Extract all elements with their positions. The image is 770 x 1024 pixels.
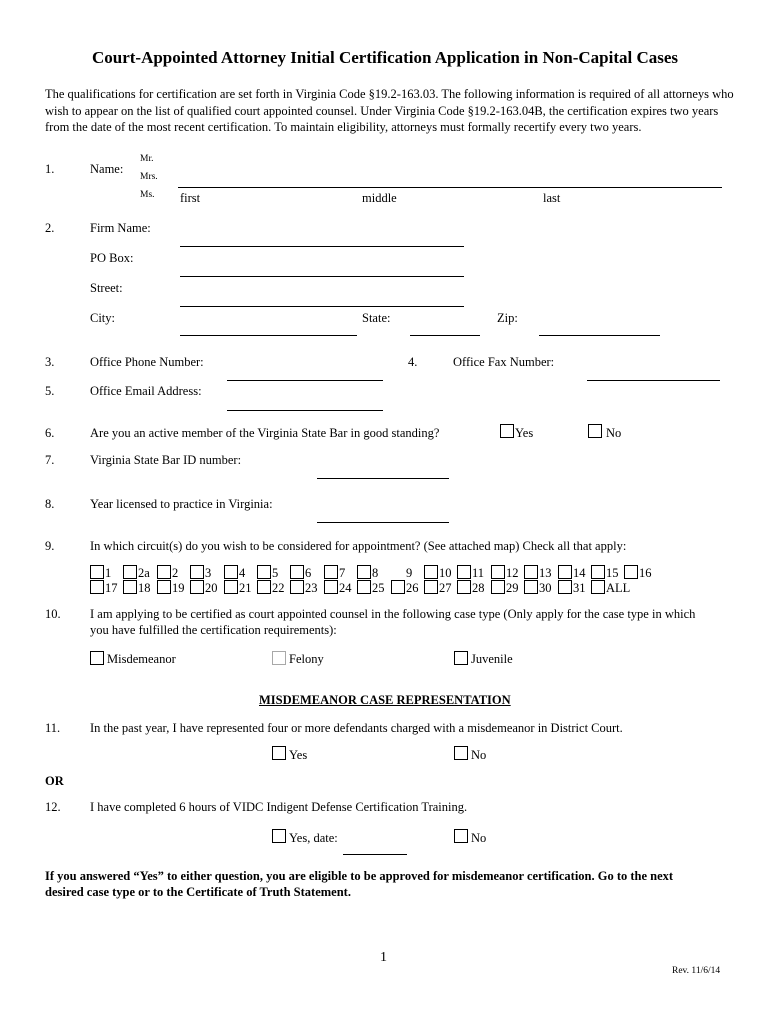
circuit-12-label: 12 xyxy=(506,566,519,580)
circuit-9-checkbox[interactable] xyxy=(391,565,405,579)
street-label: Street: xyxy=(90,281,123,295)
q1-number: 1. xyxy=(45,162,55,176)
circuit-21-label: 21 xyxy=(239,581,252,595)
last-name-caption: last xyxy=(543,191,561,205)
honorific-mrs[interactable]: Mrs. xyxy=(140,172,158,182)
circuit-4-label: 4 xyxy=(239,566,246,580)
po-box-label: PO Box: xyxy=(90,251,134,265)
circuit-26-label: 26 xyxy=(406,581,419,595)
felony-label: Felony xyxy=(289,652,324,666)
intro-paragraph: The qualifications for certification are set forth in Virginia Code §19.2-163.03. The following information is required of all attorneys who wish to appear on the list of qualified court appointed counsel. Under Virginia Code §19.2-163.04B, the certification expires two years from the date of the most recent certification. To maintain eligibility, attorneys must formally recertify every two years. xyxy=(45,87,734,134)
circuit-8-label: 8 xyxy=(372,566,379,580)
circuit-3-label: 3 xyxy=(205,566,212,580)
training-date-input[interactable] xyxy=(343,854,407,855)
circuit-1-label: 1 xyxy=(105,566,112,580)
circuit-21-checkbox[interactable] xyxy=(224,580,238,594)
or-label: OR xyxy=(45,774,64,788)
page-title: Court-Appointed Attorney Initial Certification Application in Non-Capital Cases xyxy=(91,48,679,67)
circuit-5-checkbox[interactable] xyxy=(257,565,271,579)
office-fax-input[interactable] xyxy=(587,380,720,381)
circuit-16-checkbox[interactable] xyxy=(624,565,638,579)
circuit-16-label: 16 xyxy=(639,566,652,580)
q11-yes-checkbox[interactable] xyxy=(272,746,286,760)
circuit-6-checkbox[interactable] xyxy=(290,565,304,579)
juvenile-label: Juvenile xyxy=(471,652,513,666)
q3-number: 3. xyxy=(45,355,55,369)
city-label: City: xyxy=(90,311,116,325)
bar-member-no-checkbox[interactable] xyxy=(588,424,602,438)
eligibility-note-line1: If you answered “Yes” to either question, you are eligible to be approved for misdemeanor certification. Go to the next xyxy=(45,869,674,883)
circuit-20-label: 20 xyxy=(205,581,218,595)
bar-id-label: Virginia State Bar ID number: xyxy=(90,453,242,467)
circuit-24-label: 24 xyxy=(339,581,352,595)
middle-name-caption: middle xyxy=(362,191,397,205)
circuit-29-checkbox[interactable] xyxy=(491,580,505,594)
year-licensed-input[interactable] xyxy=(317,522,449,523)
circuit-3-checkbox[interactable] xyxy=(190,565,204,579)
circuit-30-checkbox[interactable] xyxy=(524,580,538,594)
case-type-question-line2: you have fulfilled the certification requirements): xyxy=(90,623,337,637)
circuit-1-checkbox[interactable] xyxy=(90,565,104,579)
circuit-7-checkbox[interactable] xyxy=(324,565,338,579)
circuit-15-checkbox[interactable] xyxy=(591,565,605,579)
honorific-ms[interactable]: Ms. xyxy=(140,190,155,200)
circuit-23-checkbox[interactable] xyxy=(290,580,304,594)
circuit-5-label: 5 xyxy=(272,566,279,580)
circuit-30-label: 30 xyxy=(539,581,552,595)
q4-number: 4. xyxy=(408,355,418,369)
page-number: 1 xyxy=(380,950,387,965)
q5-number: 5. xyxy=(45,384,55,398)
circuit-2a-label: 2a xyxy=(138,566,150,580)
q12-yes-label: Yes, date: xyxy=(289,831,338,845)
misdemeanor-checkbox[interactable] xyxy=(90,651,104,665)
circuit-6-label: 6 xyxy=(305,566,312,580)
office-email-label: Office Email Address: xyxy=(90,384,202,398)
firm-name-input[interactable] xyxy=(180,246,464,247)
bar-member-yes-label: Yes xyxy=(515,426,534,440)
office-fax-label: Office Fax Number: xyxy=(453,355,555,369)
circuit-13-checkbox[interactable] xyxy=(524,565,538,579)
circuit-22-label: 22 xyxy=(272,581,285,595)
office-phone-input[interactable] xyxy=(227,380,383,381)
circuit-2a-checkbox[interactable] xyxy=(123,565,137,579)
office-phone-label: Office Phone Number: xyxy=(90,355,204,369)
circuit-9-label: 9 xyxy=(406,566,413,580)
revision-date: Rev. 11/6/14 xyxy=(672,966,721,976)
circuit-2-label: 2 xyxy=(172,566,179,580)
circuit-15-label: 15 xyxy=(606,566,619,580)
q12-no-label: No xyxy=(471,831,487,845)
circuit-24-checkbox[interactable] xyxy=(324,580,338,594)
state-label: State: xyxy=(362,311,391,325)
circuit-10-label: 10 xyxy=(439,566,452,580)
circuit-19-label: 19 xyxy=(172,581,185,595)
eligibility-note-line2: desired case type or to the Certificate of Truth Statement. xyxy=(45,885,351,899)
street-input[interactable] xyxy=(180,306,464,307)
misdemeanor-section-heading: MISDEMEANOR CASE REPRESENTATION xyxy=(259,693,511,707)
circuit-19-checkbox[interactable] xyxy=(157,580,171,594)
circuit-2-checkbox[interactable] xyxy=(157,565,171,579)
circuit-28-label: 28 xyxy=(472,581,485,595)
firm-name-label: Firm Name: xyxy=(90,221,151,235)
bar-id-input[interactable] xyxy=(317,478,449,479)
circuit-28-checkbox[interactable] xyxy=(457,580,471,594)
q12-no-checkbox[interactable] xyxy=(454,829,468,843)
q10-number: 10. xyxy=(45,607,61,621)
felony-checkbox[interactable] xyxy=(272,651,286,665)
bar-member-question: Are you an active member of the Virginia State Bar in good standing? xyxy=(90,426,440,440)
circuit-27-label: 27 xyxy=(439,581,452,595)
circuit-22-checkbox[interactable] xyxy=(257,580,271,594)
first-name-caption: first xyxy=(180,191,201,205)
city-input[interactable] xyxy=(180,335,357,336)
circuit-10-checkbox[interactable] xyxy=(424,565,438,579)
q12-number: 12. xyxy=(45,800,61,814)
q6-number: 6. xyxy=(45,426,55,440)
q11-yes-label: Yes xyxy=(289,748,308,762)
misdemeanor-label: Misdemeanor xyxy=(107,652,176,666)
circuit-14-checkbox[interactable] xyxy=(558,565,572,579)
q8-number: 8. xyxy=(45,497,55,511)
bar-member-no-label: No xyxy=(606,426,622,440)
circuit-31-label: 31 xyxy=(573,581,586,595)
circuit-20-checkbox[interactable] xyxy=(190,580,204,594)
q2-number: 2. xyxy=(45,221,55,235)
q11-number: 11. xyxy=(45,721,61,735)
circuit-31-checkbox[interactable] xyxy=(558,580,572,594)
circuit-27-checkbox[interactable] xyxy=(424,580,438,594)
circuit-13-label: 13 xyxy=(539,566,552,580)
zip-input[interactable] xyxy=(539,335,660,336)
year-licensed-label: Year licensed to practice in Virginia: xyxy=(90,497,273,511)
circuit-all-checkbox[interactable] xyxy=(591,580,605,594)
circuit-17-label: 17 xyxy=(105,581,118,595)
q11-no-label: No xyxy=(471,748,487,762)
circuit-all-label: ALL xyxy=(606,581,631,595)
circuit-12-checkbox[interactable] xyxy=(491,565,505,579)
circuit-29-label: 29 xyxy=(506,581,519,595)
circuit-8-checkbox[interactable] xyxy=(357,565,371,579)
circuit-7-label: 7 xyxy=(339,566,346,580)
case-type-question-line1: I am applying to be certified as court appointed counsel in the following case type (Only apply for the case type in which xyxy=(90,607,696,621)
circuit-4-checkbox[interactable] xyxy=(224,565,238,579)
circuits-question: In which circuit(s) do you wish to be considered for appointment? (See attached map) Check all that apply: xyxy=(90,539,627,553)
zip-label: Zip: xyxy=(497,311,518,325)
circuit-23-label: 23 xyxy=(305,581,318,595)
circuit-17-checkbox[interactable] xyxy=(90,580,104,594)
circuit-25-checkbox[interactable] xyxy=(357,580,371,594)
bar-member-yes-checkbox[interactable] xyxy=(500,424,514,438)
circuit-11-checkbox[interactable] xyxy=(457,565,471,579)
q12-yes-checkbox[interactable] xyxy=(272,829,286,843)
q1-label: Name: xyxy=(90,162,124,176)
circuit-18-label: 18 xyxy=(138,581,151,595)
circuit-25-label: 25 xyxy=(372,581,385,595)
state-input[interactable] xyxy=(410,335,480,336)
q11-statement: In the past year, I have represented four or more defendants charged with a misdemeanor in District Court. xyxy=(90,721,623,735)
circuit-18-checkbox[interactable] xyxy=(123,580,137,594)
honorific-mr[interactable]: Mr. xyxy=(140,154,154,164)
po-box-input[interactable] xyxy=(180,276,464,277)
q7-number: 7. xyxy=(45,453,55,467)
name-input-line[interactable] xyxy=(178,187,722,188)
q12-statement: I have completed 6 hours of VIDC Indigent Defense Certification Training. xyxy=(90,800,468,814)
circuit-11-label: 11 xyxy=(472,566,485,580)
circuit-26-checkbox[interactable] xyxy=(391,580,405,594)
q11-no-checkbox[interactable] xyxy=(454,746,468,760)
office-email-input[interactable] xyxy=(227,410,383,411)
circuit-14-label: 14 xyxy=(573,566,586,580)
juvenile-checkbox[interactable] xyxy=(454,651,468,665)
q9-number: 9. xyxy=(45,539,55,553)
